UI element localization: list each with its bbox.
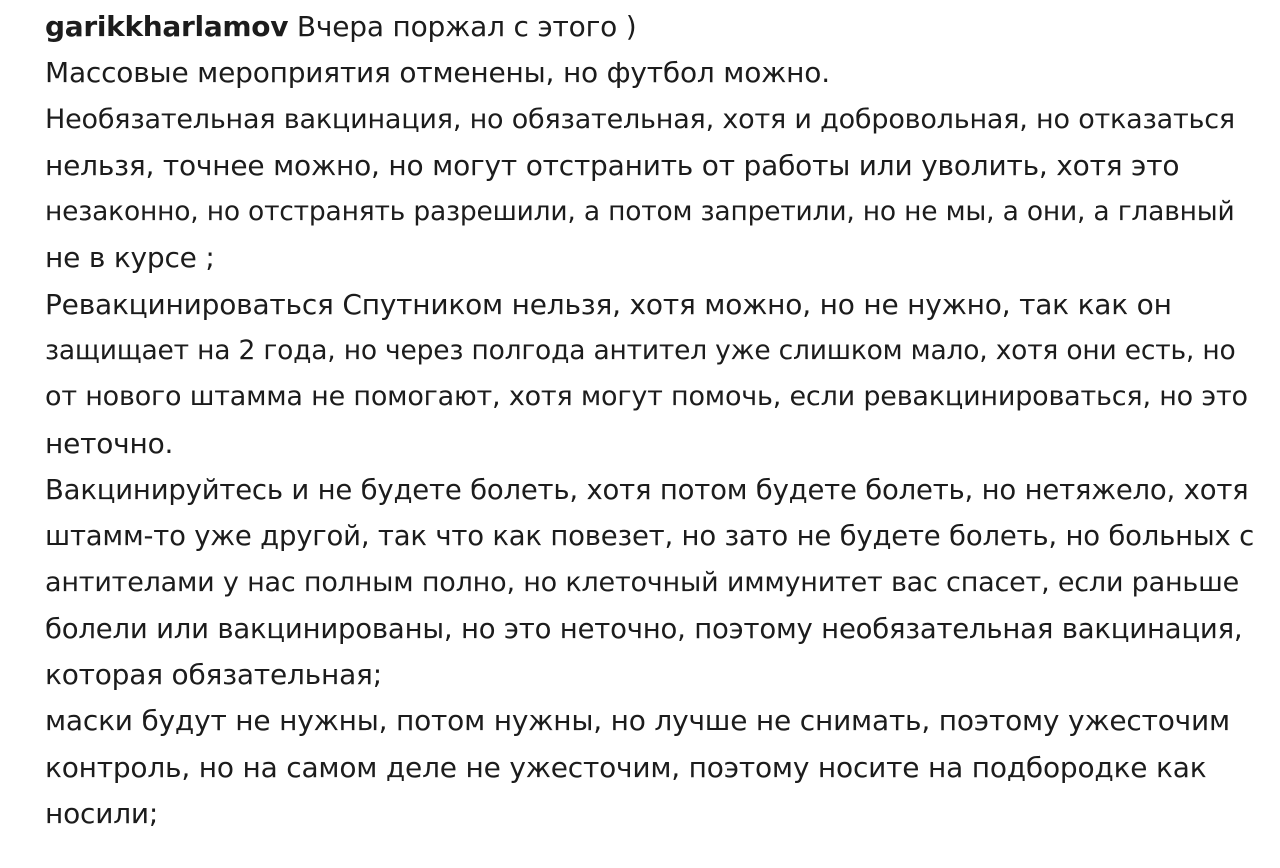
username[interactable]: garikkharlamov [45, 10, 289, 43]
caption-line: антителами у нас полным полно, но клеточный иммунитет вас спасет, если раньше [45, 566, 1240, 598]
caption-line: контроль, но на самом деле не ужесточим, поэтому носите на подбородке как [45, 750, 1207, 784]
caption-text: Вчера поржал с этого ) [296, 10, 637, 43]
caption-line: нельзя, точнее можно, но могут отстранить от работы или уволить, хотя это [45, 148, 1180, 182]
caption-line: Массовые мероприятия отменены, но футбол можно. [45, 56, 830, 90]
caption-line: неточно. [45, 426, 174, 460]
caption-line: незаконно, но отстранять разрешили, а потом запретили, но не мы, а они, а главный [45, 196, 1235, 228]
caption-line: которая обязательная; [45, 658, 382, 692]
caption-line: не в курсе ; [45, 241, 215, 275]
caption-line: штамм-то уже другой, так что как повезет, но зато не будете болеть, но больных с [45, 520, 1254, 553]
caption-line: Необязательная вакцинация, но обязательная, хотя и добровольная, но отказаться [45, 103, 1235, 135]
caption-line: защищает на 2 года, но через полгода антител уже слишком мало, хотя они есть, но [45, 335, 1236, 367]
caption-line: маски будут не нужны, потом нужны, но лучше не снимать, поэтому ужесточим [45, 704, 1230, 738]
caption-line: от нового штамма не помогают, хотя могут помочь, если ревакцинироваться, но это [45, 381, 1248, 413]
post-caption [45, 4, 1255, 837]
caption-line: Вакцинируйтесь и не будете болеть, хотя потом будете болеть, но нетяжело, хотя [45, 473, 1249, 506]
caption-line: Ревакцинироваться Спутником нельзя, хотя можно, но не нужно, так как он [45, 287, 1172, 321]
caption-line: носили; [45, 797, 159, 831]
caption-line: болели или вакцинированы, но это неточно, поэтому необязательная вакцинация, [45, 612, 1243, 645]
caption-line [45, 4, 1255, 50]
